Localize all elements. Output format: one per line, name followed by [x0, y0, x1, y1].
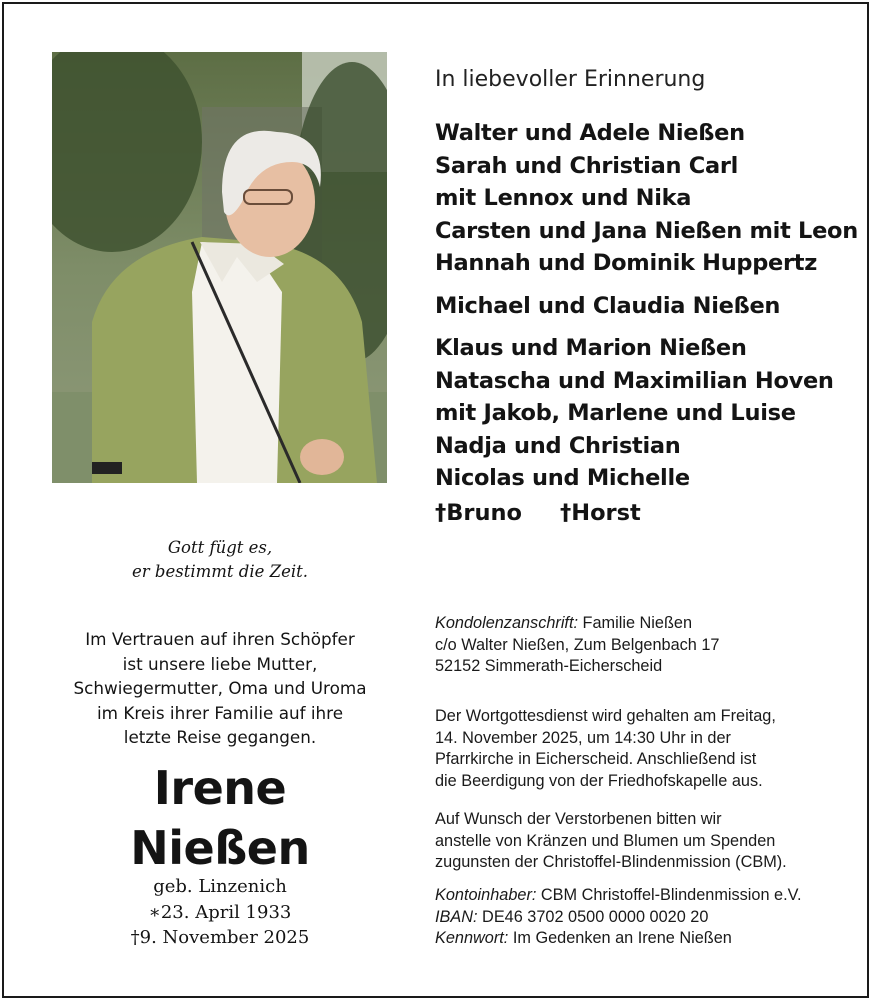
birth-name: geb. Linzenich [153, 876, 287, 897]
trust-line: letzte Reise gegangen. [123, 727, 317, 747]
mourner-group [435, 332, 855, 495]
wish-line: zugunsten der Christoffel-Blindenmission (CBM). [435, 853, 787, 871]
mourner-line: Hannah und Dominik Huppertz [435, 250, 818, 276]
quote [60, 536, 380, 584]
death-date: †9. November 2025 [130, 927, 310, 948]
deceased-first-name: Irene [153, 761, 287, 815]
predeceased-list [435, 500, 679, 526]
trust-line: Im Vertrauen auf ihren Schöpfer [85, 629, 355, 649]
mourners-list [435, 117, 858, 495]
predeceased-bruno: †Bruno [435, 500, 522, 526]
quote-line: er bestimmt die Zeit. [132, 562, 308, 581]
holder-label: Kontoinhaber: [435, 886, 537, 904]
quote-line: Gott fügt es, [167, 538, 273, 557]
mourner-group [435, 117, 858, 280]
keyword-label: Kennwort: [435, 929, 509, 947]
birth-date: ∗23. April 1933 [148, 901, 292, 923]
service-info [435, 706, 855, 792]
condolence-line: 52152 Simmerath-Eicherscheid [435, 657, 663, 675]
mourner-line: Carsten und Jana Nießen mit Leon [435, 217, 858, 244]
deceased-last-name: Nießen [130, 821, 310, 875]
mourner-group [435, 290, 855, 323]
intro-line: In liebevoller Erinnerung [435, 67, 706, 92]
mourner-line: Michael und Claudia Nießen [435, 292, 781, 319]
keyword-value: Im Gedenken an Irene Nießen [508, 929, 732, 947]
trust-line: Schwiegermutter, Oma und Uroma [73, 678, 367, 698]
trust-text [55, 627, 385, 750]
service-line: 14. November 2025, um 14:30 Uhr in der [435, 728, 731, 747]
service-line: die Beerdigung von der Friedhofskapelle aus. [435, 771, 763, 790]
trust-line: ist unsere liebe Mutter, [122, 653, 318, 674]
service-line: Der Wortgottesdienst wird gehalten am Freitag, [435, 707, 776, 725]
service-line: Pfarrkirche in Eicherscheid. Anschließend ist [435, 750, 757, 768]
mourner-line: Nicolas und Michelle [435, 465, 690, 491]
mourner-line: mit Lennox und Nika [435, 185, 692, 211]
condolence-label: Kondolenzanschrift: [435, 614, 579, 632]
donation-wish [435, 809, 855, 874]
mourner-line: Natascha und Maximilian Hoven [435, 367, 834, 394]
holder-value: CBM Christoffel-Blindenmission e.V. [536, 886, 802, 904]
iban-label: IBAN: [435, 907, 478, 926]
bank-details [435, 885, 855, 950]
life-dates [55, 874, 385, 951]
wish-line: Auf Wunsch der Verstorbenen bitten wir [435, 810, 722, 828]
condolence-name: Familie Nießen [578, 614, 693, 632]
wish-line: anstelle von Kränzen und Blumen um Spenden [435, 831, 776, 850]
condolence-line: c/o Walter Nießen, Zum Belgenbach 17 [435, 635, 720, 654]
mourner-line: Nadja und Christian [435, 432, 681, 459]
mourner-line: Sarah und Christian Carl [435, 152, 739, 179]
portrait-photo [52, 52, 387, 483]
trust-line: im Kreis ihrer Familie auf ihre [96, 702, 344, 723]
mourner-line: Klaus und Marion Nießen [435, 335, 747, 361]
mourner-line: Walter und Adele Nießen [435, 120, 745, 146]
condolence-address [435, 613, 855, 678]
predeceased-horst: †Horst [560, 500, 641, 526]
iban-value: DE46 3702 0500 0000 0020 20 [477, 907, 709, 926]
mourner-line: mit Jakob, Marlene und Luise [435, 400, 796, 426]
